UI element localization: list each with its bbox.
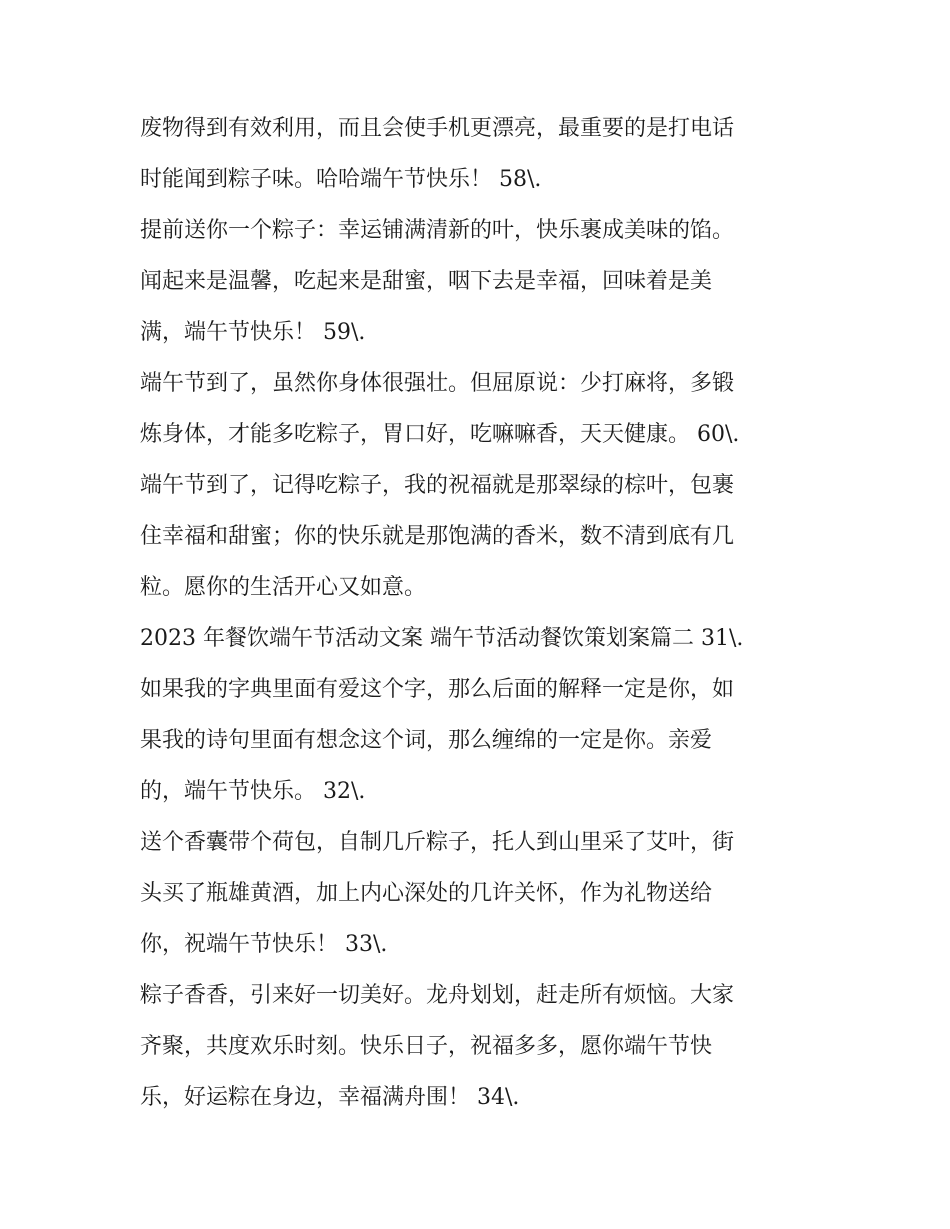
paragraph bbox=[140, 970, 820, 1123]
text-line: 送个香囊带个荷包，自制几斤粽子，托人到山里采了艾叶，街 bbox=[140, 830, 735, 855]
text-line: 如果我的字典里面有爱这个字，那么后面的解释一定是你，如 bbox=[140, 677, 735, 702]
text-line: 时能闻到粽子味。哈哈端午节快乐！ 58\. bbox=[140, 167, 542, 192]
text-line: 端午节到了，虽然你身体很强壮。但屈原说：少打麻将，多锻 bbox=[140, 371, 735, 396]
text-line: 粒。愿你的生活开心又如意。 bbox=[140, 575, 427, 600]
text-line: 满，端午节快乐！ 59\. bbox=[140, 320, 366, 345]
text-line: 的，端午节快乐。 32\. bbox=[140, 779, 366, 804]
document-body bbox=[140, 103, 820, 1123]
paragraph bbox=[140, 817, 820, 970]
text-line: 果我的诗句里面有想念这个词，那么缠绵的一定是你。亲爱 bbox=[140, 728, 713, 753]
paragraph bbox=[140, 358, 820, 460]
text-line: 头买了瓶雄黄酒，加上内心深处的几许关怀，作为礼物送给 bbox=[140, 881, 713, 906]
text-line: 提前送你一个粽子：幸运铺满清新的叶，快乐裹成美味的馅。 bbox=[140, 218, 735, 243]
paragraph bbox=[140, 664, 820, 817]
text-line: 炼身体，才能多吃粽子，胃口好，吃嘛嘛香，天天健康。 60\. bbox=[140, 422, 740, 447]
text-line: 乐，好运粽在身边，幸福满舟围！ 34\. bbox=[140, 1085, 520, 1110]
text-line: 你，祝端午节快乐！ 33\. bbox=[140, 932, 388, 957]
paragraph bbox=[140, 103, 820, 205]
text-line: 2023 年餐饮端午节活动文案 端午节活动餐饮策划案篇二 31\. bbox=[140, 626, 744, 651]
text-line: 端午节到了，记得吃粽子，我的祝福就是那翠绿的棕叶，包裹 bbox=[140, 473, 735, 498]
text-line: 粽子香香，引来好一切美好。龙舟划划，赶走所有烦恼。大家 bbox=[140, 983, 735, 1008]
text-line: 闻起来是温馨，吃起来是甜蜜，咽下去是幸福，回味着是美 bbox=[140, 269, 713, 294]
paragraph bbox=[140, 460, 820, 613]
text-line: 齐聚，共度欢乐时刻。快乐日子，祝福多多，愿你端午节快 bbox=[140, 1034, 713, 1059]
text-line: 废物得到有效利用，而且会使手机更漂亮，最重要的是打电话 bbox=[140, 116, 735, 141]
paragraph bbox=[140, 205, 820, 358]
section-heading bbox=[140, 613, 820, 664]
text-line: 住幸福和甜蜜；你的快乐就是那饱满的香米，数不清到底有几 bbox=[140, 524, 735, 549]
